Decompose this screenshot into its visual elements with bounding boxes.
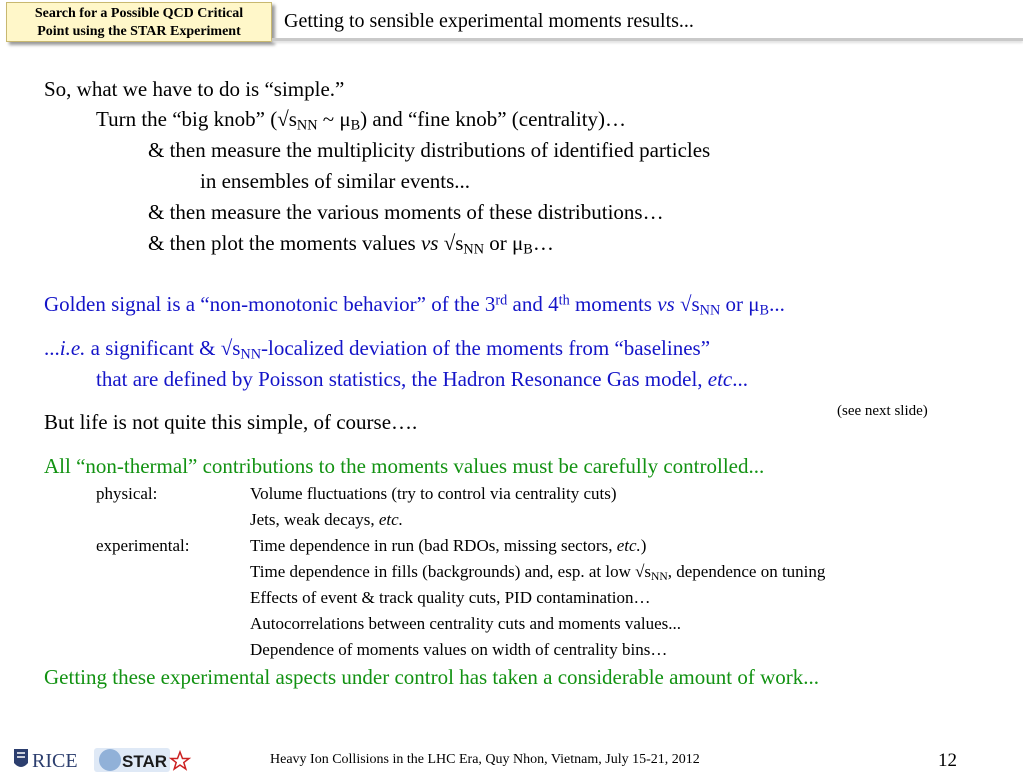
physical-item-jets: Jets, weak decays, etc.: [250, 510, 403, 529]
slide-title: Getting to sensible experimental moments results...: [284, 10, 694, 32]
experimental-item-bin-width: Dependence of moments values on width of centrality bins…: [250, 640, 668, 659]
line-knobs: Turn the “big knob” ($√s_{NN}$ ~ $\mu_B$) and “fine knob” (centrality)…: [96, 107, 627, 134]
line-measure-moments: & then measure the various moments of these distributions…: [148, 200, 664, 224]
star-logo-icon: [94, 748, 189, 772]
label-physical: physical:: [96, 484, 158, 503]
rice-logo-text: RICE: [32, 750, 78, 772]
line-life-not-simple: But life is not quite this simple, of course….: [44, 410, 418, 434]
rice-shield-icon: [14, 749, 28, 767]
header-divider: [272, 38, 1023, 41]
line-measure-multiplicity: & then measure the multiplicity distributions of identified particles: [148, 138, 711, 162]
see-next-slide-note: (see next slide): [837, 403, 928, 419]
physical-item-volume: Volume fluctuations (try to control via centrality cuts): [250, 484, 617, 503]
footer-logos: [10, 743, 200, 777]
header-box-line2: Point using the STAR Experiment: [37, 24, 241, 39]
line-ensembles: in ensembles of similar events...: [200, 169, 471, 193]
header-title-box: [6, 2, 272, 42]
line-ie-deviation: ...i.e. a significant & $√s_{NN}$-localized deviation of the moments from “baselines”: [44, 336, 711, 363]
header-box-line1: Search for a Possible QCD Critical: [34, 6, 244, 21]
line-baselines: that are defined by Poisson statistics, the Hadron Resonance Gas model, etc...: [96, 367, 749, 391]
line-golden-signal: Golden signal is a “non-monotonic behavior” of the 3rd and 4th moments vs $√s_{NN}$ or $\mu_B$...: [44, 292, 785, 319]
star-logo-text: STAR: [122, 752, 168, 771]
page-number: 12: [938, 750, 957, 771]
line-non-thermal: All “non-thermal” contributions to the moments values must be carefully controlled...: [44, 454, 765, 478]
experimental-item-autocorrelations: Autocorrelations between centrality cuts and moments values...: [250, 614, 682, 633]
footer-conference: Heavy Ion Collisions in the LHC Era, Quy Nhon, Vietnam, July 15-21, 2012: [270, 752, 700, 767]
label-experimental: experimental:: [96, 536, 190, 555]
line-simple: So, what we have to do is “simple.”: [44, 77, 345, 101]
experimental-item-cuts: Effects of event & track quality cuts, PID contamination…: [250, 588, 651, 607]
line-plot-moments: & then plot the moments values vs $√s_{NN}$ or $\mu_B\dots$: [148, 231, 554, 258]
experimental-item-run: Time dependence in run (bad RDOs, missing sectors, etc.): [250, 536, 647, 555]
line-conclusion: Getting these experimental aspects under control has taken a considerable amount of work...: [44, 665, 819, 689]
experimental-item-fills: Time dependence in fills (backgrounds) and, esp. at low $√s_{NN}$, dependence on tuning: [250, 562, 826, 583]
